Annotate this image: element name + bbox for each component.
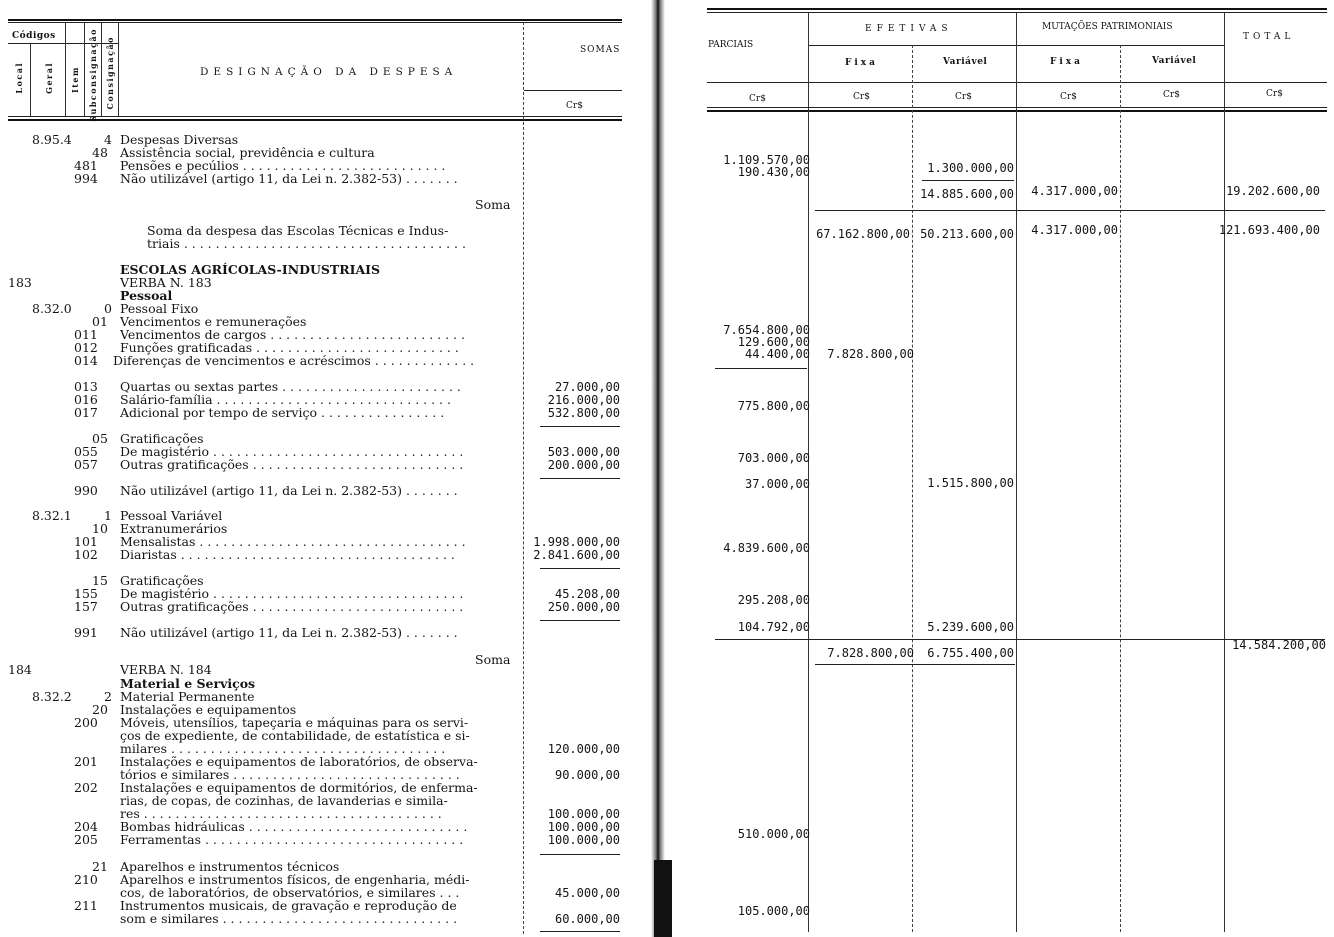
code: 991: [74, 625, 98, 640]
soma-value: 90.000,00: [554, 768, 620, 782]
row-text: Vencimentos e remunerações: [120, 314, 307, 329]
col-rule: [1016, 12, 1017, 932]
row-text: De magistério . . . . . . . . . . . . . . . . . . . . . . . . . . . . . . . .: [120, 444, 464, 459]
rule: [8, 116, 622, 117]
code: 184: [8, 662, 32, 677]
soma-value: 200.000,00: [547, 458, 620, 472]
row-text: ços de expediente, de contabilidade, de estatística e si-: [120, 728, 470, 743]
row-text: Aparelhos e instrumentos físicos, de engenharia, médi-: [120, 872, 470, 887]
row-text: Adicional por tempo de serviço . . . . . . . . . . . . . . . .: [120, 405, 445, 420]
fixa-value: 7.828.800,00: [827, 646, 914, 660]
header-mutacoes: MUTAÇÕES PATRIMONIAIS: [1042, 22, 1173, 32]
sub: 0: [104, 301, 112, 316]
parcial-value: 129.600,00: [737, 335, 810, 349]
total-value: 14.584.200,00: [1232, 638, 1326, 652]
soma-value: 100.000,00: [547, 833, 620, 847]
rule: [707, 107, 1327, 108]
code: 8.32.2: [32, 689, 72, 704]
header-somas: SOMAS: [580, 45, 621, 55]
rule: [8, 119, 622, 121]
sub: 01: [92, 314, 108, 329]
row-text: triais . . . . . . . . . . . . . . . . . . . . . . . . . . . . . . . . . . . .: [147, 236, 466, 251]
rule: [540, 426, 620, 427]
code: 183: [8, 275, 32, 290]
parcial-value: 190.430,00: [737, 165, 810, 179]
code: 013: [74, 379, 98, 394]
header-currency: Cr$: [1266, 89, 1283, 99]
total-value: 121.693.400,00: [1218, 223, 1320, 237]
code: 204: [74, 819, 98, 834]
parcial-value: 1.109.570,00: [723, 153, 810, 167]
soma-value: 250.000,00: [547, 600, 620, 614]
section-title: ESCOLAS AGRÍCOLAS-INDUSTRIAIS: [120, 262, 381, 277]
header-consignacao: Consignação: [105, 36, 115, 110]
soma-value: 45.208,00: [554, 587, 620, 601]
header-codigos: Códigos: [12, 31, 56, 41]
parcial-value: 104.792,00: [737, 620, 810, 634]
code: 155: [74, 586, 98, 601]
variavel-value: 14.885.600,00: [920, 187, 1014, 201]
row-text: Material Permanente: [120, 689, 255, 704]
variavel-value: 50.213.600,00: [920, 227, 1014, 241]
sub: 10: [92, 521, 108, 536]
code: 211: [74, 898, 98, 913]
col-rule: [1120, 45, 1121, 932]
row-text: Pessoal: [120, 288, 173, 303]
sub: 05: [92, 431, 108, 446]
row-text: rias, de copas, de cozinhas, de lavanderias e simila-: [120, 793, 448, 808]
rule: [815, 664, 1015, 665]
header-currency: Cr$: [566, 101, 583, 111]
book-spine-shadow: [654, 860, 672, 937]
row-text: Salário-família . . . . . . . . . . . . . . . . . . . . . . . . . . . . . .: [120, 392, 451, 407]
soma-label: Soma: [475, 197, 511, 212]
row-text: Funções gratificadas . . . . . . . . . . . . . . . . . . . . . . . . . .: [120, 340, 459, 355]
code: 057: [74, 457, 98, 472]
rule: [707, 82, 1327, 83]
header-currency: Cr$: [955, 92, 972, 102]
row-text: Instalações e equipamentos de dormitórios, de enferma-: [120, 780, 478, 795]
row-text: tórios e similares . . . . . . . . . . . . . . . . . . . . . . . . . . . . .: [120, 767, 460, 782]
row-text: Instalações e equipamentos: [120, 702, 297, 717]
sub: 48: [92, 145, 108, 160]
header-geral: Geral: [44, 62, 54, 94]
parcial-value: 44.400,00: [744, 347, 810, 361]
rule: [540, 620, 620, 621]
code: 055: [74, 444, 98, 459]
code: 481: [74, 158, 98, 173]
code: 990: [74, 483, 98, 498]
parcial-value: 7.654.800,00: [723, 323, 810, 337]
header-variavel: Variável: [943, 57, 988, 67]
header-parciais: PARCIAIS: [708, 40, 754, 50]
parcial-value: 105.000,00: [737, 904, 810, 918]
row-text: Extranumerários: [120, 521, 228, 536]
soma-value: 120.000,00: [547, 742, 620, 756]
row-text: Móveis, utensílios, tapeçaria e máquinas para os servi-: [120, 715, 469, 730]
code: 102: [74, 547, 98, 562]
rule: [524, 90, 622, 91]
rule: [540, 478, 620, 479]
rule: [707, 8, 1327, 10]
col-rule: [101, 22, 102, 116]
parcial-value: 703.000,00: [737, 451, 810, 465]
code: 012: [74, 340, 98, 355]
row-text: Diaristas . . . . . . . . . . . . . . . . . . . . . . . . . . . . . . . . . . .: [120, 547, 455, 562]
code: 157: [74, 599, 98, 614]
sub: 1: [104, 508, 112, 523]
soma-value: 503.000,00: [547, 445, 620, 459]
col-rule: [1224, 12, 1225, 932]
row-text: Material e Serviços: [120, 676, 256, 691]
row-text: Aparelhos e instrumentos técnicos: [120, 859, 340, 874]
row-text: Não utilizável (artigo 11, da Lei n. 2.382-53) . . . . . . .: [120, 171, 458, 186]
header-fixa: Fixa: [845, 58, 879, 68]
rule: [540, 854, 620, 855]
fixa-value: 67.162.800,00: [816, 227, 910, 241]
variavel-value: 1.515.800,00: [927, 476, 1014, 490]
header-local: Local: [14, 62, 24, 94]
row-text: Não utilizável (artigo 11, da Lei n. 2.382-53) . . . . . . .: [120, 625, 458, 640]
soma-value: 2.841.600,00: [533, 548, 620, 562]
soma-value: 532.800,00: [547, 406, 620, 420]
row-text: Pessoal Variável: [120, 508, 223, 523]
rule: [8, 19, 622, 21]
soma-value: 27.000,00: [554, 380, 620, 394]
soma-value: 216.000,00: [547, 393, 620, 407]
variavel-value: 5.239.600,00: [927, 620, 1014, 634]
row-text: Instalações e equipamentos de laboratórios, de observa-: [120, 754, 478, 769]
soma-value: 45.000,00: [554, 886, 620, 900]
header-currency: Cr$: [749, 94, 766, 104]
row-text: Soma da despesa das Escolas Técnicas e Indus-: [147, 223, 449, 238]
rule: [922, 180, 1014, 181]
code: 8.32.0: [32, 301, 72, 316]
rule: [540, 568, 620, 569]
code: 205: [74, 832, 98, 847]
row-text: Não utilizável (artigo 11, da Lei n. 2.382-53) . . . . . . .: [120, 483, 458, 498]
rule: [715, 368, 807, 369]
row-text: som e similares . . . . . . . . . . . . . . . . . . . . . . . . . . . . . .: [120, 911, 458, 926]
row-text: Quartas ou sextas partes . . . . . . . . . . . . . . . . . . . . . . .: [120, 379, 461, 394]
row-text: Vencimentos de cargos . . . . . . . . . . . . . . . . . . . . . . . . .: [120, 327, 465, 342]
col-rule: [912, 45, 913, 932]
row-text: Gratificações: [120, 573, 204, 588]
col-rule: [30, 43, 31, 116]
total-value: 19.202.600,00: [1226, 184, 1320, 198]
row-text: VERBA N. 183: [120, 275, 212, 290]
header-subconsignacao: Subconsignação: [88, 28, 98, 122]
row-text: Outras gratificações . . . . . . . . . . . . . . . . . . . . . . . . . . .: [120, 457, 464, 472]
row-text: De magistério . . . . . . . . . . . . . . . . . . . . . . . . . . . . . . . .: [120, 586, 464, 601]
header-efetivas: EFETIVAS: [865, 24, 953, 34]
header-currency: Cr$: [853, 92, 870, 102]
sub: 2: [104, 689, 112, 704]
soma-label: Soma: [475, 652, 511, 667]
sub: 15: [92, 573, 108, 588]
row-text: Assistência social, previdência e cultura: [120, 145, 375, 160]
code: 011: [74, 327, 98, 342]
code: 202: [74, 780, 98, 795]
parcial-value: 295.208,00: [737, 593, 810, 607]
header-currency: Cr$: [1163, 90, 1180, 100]
row-text: Despesas Diversas: [120, 132, 239, 147]
soma-value: 100.000,00: [547, 807, 620, 821]
soma-value: 1.998.000,00: [533, 535, 620, 549]
row-text: Pensões e pecúlios . . . . . . . . . . . . . . . . . . . . . . . . . .: [120, 158, 446, 173]
code: 101: [74, 534, 98, 549]
code: 016: [74, 392, 98, 407]
row-text: cos, de laboratórios, de observatórios, e similares . . .: [120, 885, 460, 900]
code: 210: [74, 872, 98, 887]
header-variavel-mut: Variável: [1152, 56, 1197, 66]
row-text: Bombas hidráulicas . . . . . . . . . . . . . . . . . . . . . . . . . . . .: [120, 819, 468, 834]
fixa-value: 7.828.800,00: [827, 347, 914, 361]
parcial-value: 775.800,00: [737, 399, 810, 413]
col-rule: [84, 22, 85, 116]
row-text: VERBA N. 184: [120, 662, 212, 677]
row-text: Pessoal Fixo: [120, 301, 199, 316]
row-text: Diferenças de vencimentos e acréscimos . . . . . . . . . . . . .: [113, 353, 475, 368]
code: 8.32.1: [32, 508, 72, 523]
col-rule: [523, 22, 524, 934]
code: 8.95.4: [32, 132, 72, 147]
book-spine: [651, 0, 665, 937]
row-text: Gratificações: [120, 431, 204, 446]
code: 201: [74, 754, 98, 769]
row-text: Outras gratificações . . . . . . . . . . . . . . . . . . . . . . . . . . .: [120, 599, 464, 614]
row-text: Instrumentos musicais, de gravação e reprodução de: [120, 898, 457, 913]
soma-value: 60.000,00: [554, 912, 620, 926]
col-rule: [118, 22, 119, 116]
row-text: milares . . . . . . . . . . . . . . . . . . . . . . . . . . . . . . . . . . .: [120, 741, 446, 756]
mutacao-value: 4.317.000,00: [1031, 223, 1118, 237]
mutacao-value: 4.317.000,00: [1031, 184, 1118, 198]
header-currency: Cr$: [1060, 92, 1077, 102]
parcial-value: 37.000,00: [744, 477, 810, 491]
col-rule: [65, 22, 66, 116]
variavel-value: 6.755.400,00: [927, 646, 1014, 660]
col-rule: [808, 12, 809, 932]
rule: [815, 210, 1325, 211]
code: 014: [74, 353, 98, 368]
code: 200: [74, 715, 98, 730]
row-text: Mensalistas . . . . . . . . . . . . . . . . . . . . . . . . . . . . . . . . . .: [120, 534, 466, 549]
sub: 21: [92, 859, 108, 874]
sub: 4: [104, 132, 112, 147]
parcial-value: 4.839.600,00: [723, 541, 810, 555]
sub: 20: [92, 702, 108, 717]
header-item: Item: [70, 66, 80, 93]
soma-value: 100.000,00: [547, 820, 620, 834]
header-fixa-mut: Fixa: [1050, 57, 1084, 67]
parcial-value: 510.000,00: [737, 827, 810, 841]
variavel-value: 1.300.000,00: [927, 161, 1014, 175]
code: 017: [74, 405, 98, 420]
rule: [707, 110, 1327, 112]
row-text: Ferramentas . . . . . . . . . . . . . . . . . . . . . . . . . . . . . . . . .: [120, 832, 464, 847]
rule: [707, 12, 1327, 13]
code: 994: [74, 171, 98, 186]
row-text: res . . . . . . . . . . . . . . . . . . . . . . . . . . . . . . . . . . . . . .: [120, 806, 442, 821]
header-total: TOTAL: [1243, 32, 1295, 42]
rule: [540, 931, 620, 932]
header-designacao: DESIGNAÇÃO DA DESPESA: [200, 66, 458, 78]
